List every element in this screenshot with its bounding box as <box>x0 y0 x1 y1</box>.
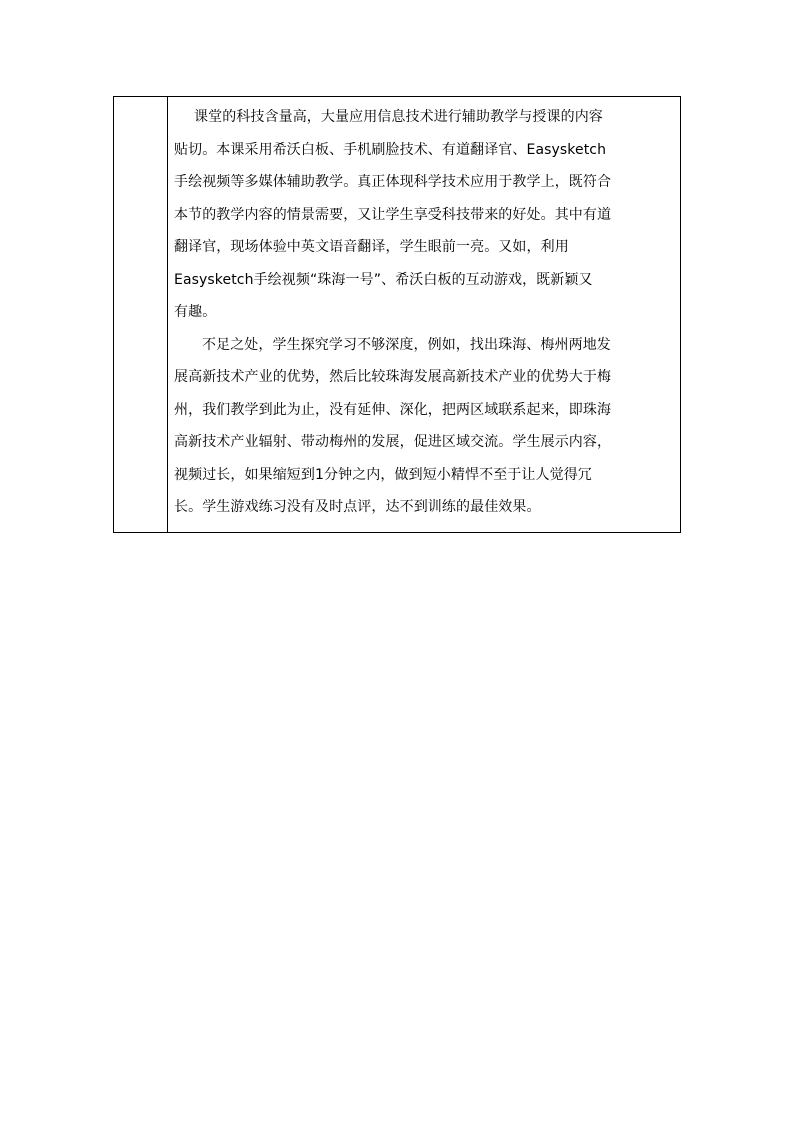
paragraph-2-line-4: 高新技术产业辐射、带动梅州的发展，促进区域交流。学生展示内容， <box>174 434 612 450</box>
paragraph-2-line-2: 展高新技术产业的优势，然后比较珠海发展高新技术产业的优势大于梅 <box>174 369 612 385</box>
paragraph-2-line-6: 长。学生游戏练习没有及时点评，达不到训练的最佳效果。 <box>174 499 541 515</box>
paragraph-2-line-1: 不足之处，学生探究学习不够深度，例如，找出珠海、梅州两地发 <box>202 336 611 353</box>
label-cell <box>114 97 168 532</box>
paragraph-1-line-3: 手绘视频等多媒体辅助教学。真正体现科学技术应用于教学上，既符合 <box>174 174 612 190</box>
paragraph-2-line-5: 视频过长，如果缩短到1分钟之内，做到短小精悍不至于让人觉得冗 <box>174 466 592 483</box>
content-cell <box>168 97 680 532</box>
paragraph-1-line-7: 有趣。 <box>174 304 217 320</box>
paragraph-1-line-2: 贴切。本课采用希沃白板、手机刷脸技术、有道翻译官、Easysketch <box>174 141 607 158</box>
paragraph-1-line-1: 课堂的科技含量高，大量应用信息技术进行辅助教学与授课的内容 <box>194 109 603 125</box>
paragraph-1-line-4: 本节的教学内容的情景需要，又让学生享受科技带来的好处。其中有道 <box>174 206 612 223</box>
paragraph-1-line-6: Easysketch手绘视频“珠海一号”、希沃白板的互动游戏，既新颖又 <box>174 271 593 288</box>
paragraph-1-line-5: 翻译官，现场体验中英文语音翻译，学生眼前一亮。又如，利用 <box>174 239 569 255</box>
reflection-table <box>113 96 681 533</box>
paragraph-2-line-3: 州，我们教学到此为止，没有延伸、深化，把两区域联系起来，即珠海 <box>174 401 612 418</box>
